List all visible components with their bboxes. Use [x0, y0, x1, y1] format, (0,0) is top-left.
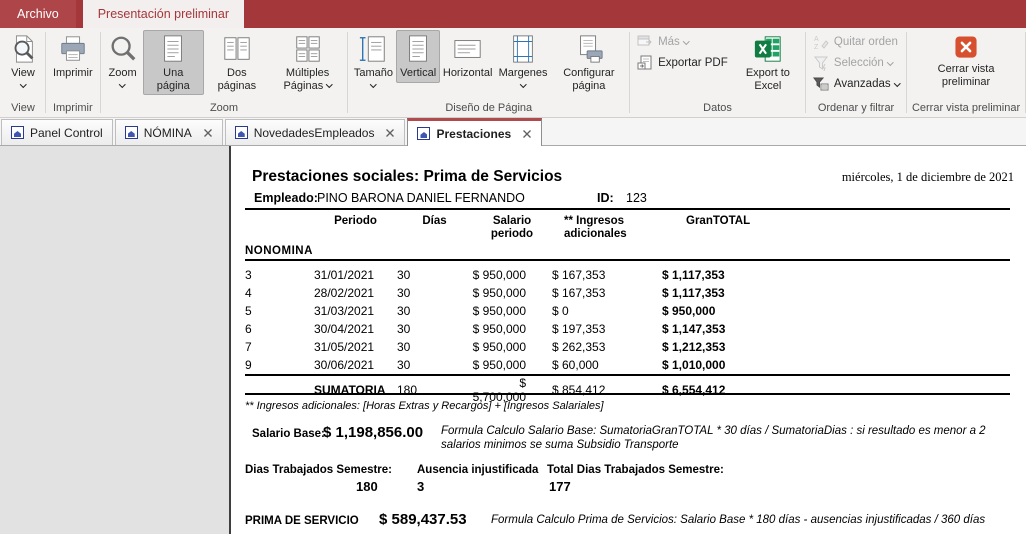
quitar-orden-button: [808, 33, 904, 51]
view-icon: [8, 34, 38, 64]
chevron-down-icon: [683, 38, 689, 44]
id-label: ID:: [597, 191, 614, 205]
chevron-down-icon: [119, 81, 125, 87]
id-value: 123: [626, 191, 647, 205]
table-sum-cell: SUMATORIA: [314, 383, 386, 397]
table-row: [245, 284, 1010, 302]
report-icon: [417, 127, 430, 140]
doctab-panel-control[interactable]: [1, 119, 113, 145]
doctab-novedades-empleados[interactable]: [225, 119, 406, 145]
tab-archivo-label: Archivo: [17, 7, 59, 21]
prima-label: PRIMA DE SERVICIO: [245, 515, 359, 527]
table-cell: $ 950,000: [472, 268, 526, 282]
exportar-pdf-label: Exportar PDF: [658, 57, 728, 69]
ribbon-group-cerrar: [907, 29, 1025, 117]
clear-sort-icon: [813, 34, 829, 50]
report-page[interactable]: [229, 146, 1026, 534]
total-dias-value: 177: [549, 479, 571, 494]
table-cell: $ 0: [552, 304, 569, 318]
exportar-pdf-button[interactable]: [632, 54, 733, 72]
table-cell: $ 167,353: [552, 268, 606, 282]
ausencia-label: Ausencia injustificada: [417, 464, 539, 476]
print-preview-canvas: [0, 146, 1026, 534]
preview-background: [0, 146, 229, 534]
excel-icon: [753, 34, 783, 64]
table-cell: 30/06/2021: [314, 358, 375, 372]
table-group-header: NONOMINA: [245, 243, 1010, 261]
table-cell: $ 1,147,353: [662, 322, 726, 336]
doctab-novedades-empleados-label: NovedadesEmpleados: [253, 125, 375, 140]
table-cell: $ 950,000: [472, 304, 526, 318]
table-sum-cell: $ 5,700,000: [472, 376, 526, 404]
ausencia-value: 3: [417, 479, 425, 494]
doctab-nomina-label: NÓMINA: [143, 125, 192, 140]
multi-pages-icon: [293, 34, 323, 64]
svg-text:A: A: [813, 36, 819, 43]
doctab-prestaciones[interactable]: [407, 118, 542, 146]
table-sum-cell: 180: [397, 383, 418, 397]
dos-paginas-label: Dos páginas: [217, 67, 257, 92]
table-row: [245, 302, 1010, 320]
table-row: [245, 338, 1010, 356]
imprimir-button[interactable]: [48, 30, 98, 83]
table-sum-cell: $ 854,412: [552, 383, 606, 397]
magnifier-icon: [108, 34, 138, 64]
prima-formula: Formula Calculo Prima de Servicios: Salario Base * 180 días - ausencias injustificadas / 360 días: [491, 514, 986, 526]
dos-paginas-button[interactable]: [204, 30, 270, 95]
tab-presentacion-preliminar-label: Presentación preliminar: [97, 7, 229, 21]
chevron-down-icon: [370, 81, 376, 87]
mas-label: Más: [658, 36, 688, 48]
table-cell: 3: [245, 268, 252, 282]
table-cell: 30: [397, 322, 411, 336]
tamano-button[interactable]: [350, 30, 396, 89]
doctab-panel-control-label: Panel Control: [30, 125, 103, 140]
svg-text:Z: Z: [813, 44, 819, 50]
table-cell: $ 1,117,353: [662, 268, 725, 282]
table-cell: $ 950,000: [472, 322, 526, 336]
table-cell: 5: [245, 304, 252, 318]
chevron-down-icon: [894, 80, 900, 86]
table-header-cell: Periodo: [334, 215, 377, 227]
form-icon: [11, 126, 24, 139]
chevron-down-icon: [326, 81, 332, 87]
table-cell: $ 1,212,353: [662, 340, 726, 354]
group-label-ordenar: Ordenar y filtrar: [817, 102, 895, 114]
table-body: [245, 266, 1010, 374]
seleccion-label: Selección: [834, 57, 892, 69]
report-date: miércoles, 1 de diciembre de 2021: [841, 170, 1014, 184]
salario-base-row: [245, 424, 1010, 456]
filter-selection-icon: [813, 55, 829, 71]
zoom-button-label: Zoom: [108, 67, 137, 79]
margenes-button[interactable]: [496, 30, 551, 89]
table-cell: 4: [245, 286, 252, 300]
report-title: Prestaciones sociales: Prima de Servicios: [252, 168, 563, 185]
avanzadas-label: Avanzadas: [834, 78, 899, 90]
landscape-icon: [453, 34, 483, 64]
seleccion-button: [808, 54, 904, 72]
tamano-label: Tamaño: [353, 67, 393, 79]
export-to-excel-button[interactable]: [733, 30, 803, 95]
salario-base-value: $ 1,198,856.00: [323, 424, 424, 441]
zoom-button[interactable]: [103, 30, 143, 89]
quitar-orden-label: Quitar orden: [833, 36, 898, 48]
group-label-diseno: Diseño de Página: [445, 102, 533, 114]
table-cell: $ 950,000: [472, 358, 526, 372]
table-header-row: [245, 210, 1010, 241]
dias-trabajados-row: [245, 464, 1010, 498]
table-cell: 7: [245, 340, 252, 354]
doctab-nomina[interactable]: [115, 119, 223, 145]
ribbon-group-view: [1, 29, 45, 117]
table-header-cell: GranTOTAL: [686, 215, 751, 227]
doctab-prestaciones-label: Prestaciones: [436, 126, 512, 141]
table-cell: $ 1,117,353: [662, 286, 725, 300]
close-tab-icon[interactable]: [203, 128, 213, 138]
view-button-label: View: [11, 67, 35, 79]
dias-trabajados-label: Dias Trabajados Semestre:: [245, 464, 393, 476]
two-pages-icon: [222, 34, 252, 64]
table-cell: 30: [397, 268, 411, 282]
table-header-cell: ** Ingresos adicionales: [564, 215, 627, 240]
report-header: [252, 168, 1014, 208]
one-page-icon: [158, 34, 188, 64]
report-table: [245, 208, 1010, 533]
ribbon-group-imprimir: [46, 29, 100, 117]
empleado-label: Empleado:: [254, 191, 318, 205]
table-cell: 31/01/2021: [314, 268, 375, 282]
table-cell: 30: [397, 358, 411, 372]
table-cell: $ 950,000: [472, 286, 526, 300]
group-label-view: View: [11, 102, 35, 114]
table-cell: 6: [245, 322, 252, 336]
table-cell: $ 1,010,000: [662, 358, 726, 372]
document-tab-bar: [0, 118, 1026, 146]
horizontal-label: Horizontal: [442, 67, 493, 79]
export-pdf-icon: [637, 55, 653, 71]
ribbon: [0, 28, 1026, 118]
table-cell: $ 950,000: [472, 340, 526, 354]
table-sum-cell: $ 6,554,412: [662, 383, 726, 397]
vertical-button[interactable]: [396, 30, 439, 83]
una-pagina-button[interactable]: [143, 30, 204, 95]
vertical-label: Vertical: [400, 67, 437, 79]
configurar-pagina-label: Configurar página: [563, 67, 615, 92]
imprimir-button-label: Imprimir: [52, 67, 93, 79]
group-label-cerrar: Cerrar vista preliminar: [911, 102, 1021, 114]
ribbon-tab-bar: [0, 0, 1026, 28]
form-icon: [125, 126, 138, 139]
table-cell: $ 197,353: [552, 322, 606, 336]
table-cell: 30: [397, 340, 411, 354]
avanzadas-button[interactable]: [808, 75, 904, 93]
view-button[interactable]: [3, 30, 43, 89]
cerrar-vista-preliminar-button[interactable]: [916, 30, 1016, 91]
table-cell: 30: [397, 286, 411, 300]
salario-base-formula: Formula Calculo Salario Base: SumatoriaGranTOTAL * 30 días / SumatoriaDias : si resultado es menor a 2 salarios minimos se suma Subsidio Transporte: [441, 425, 986, 451]
table-cell: 31/05/2021: [314, 340, 375, 354]
chevron-down-icon: [20, 81, 26, 87]
table-header-cell: Días: [422, 215, 447, 227]
table-cell: 30/04/2021: [314, 322, 375, 336]
prima-value: $ 589,437.53: [379, 511, 467, 528]
table-cell: 30: [397, 304, 411, 318]
chevron-down-icon: [887, 59, 893, 65]
export-to-excel-label: Export to Excel: [745, 67, 790, 92]
advanced-filter-icon: [813, 76, 829, 92]
table-row: [245, 266, 1010, 284]
table-cell: $ 262,353: [552, 340, 606, 354]
horizontal-button[interactable]: [440, 30, 496, 83]
form-icon: [235, 126, 248, 139]
multiples-paginas-button[interactable]: [270, 30, 346, 95]
table-sum-row: [245, 374, 1010, 404]
table-header-cell: [245, 215, 314, 241]
close-preview-icon: [953, 34, 979, 60]
tab-archivo[interactable]: [0, 0, 76, 28]
table-cell: 31/03/2021: [314, 304, 375, 318]
dias-trabajados-value: 180: [356, 479, 378, 494]
table-cell: $ 60,000: [552, 358, 599, 372]
table-cell: 9: [245, 358, 252, 372]
close-tab-icon[interactable]: [522, 129, 532, 139]
table-cell: $ 950,000: [662, 304, 716, 318]
printer-icon: [58, 34, 88, 64]
more-data-icon: [637, 34, 653, 50]
mas-button: [632, 33, 733, 51]
table-row: [245, 356, 1010, 374]
multiples-paginas-label: Múltiples Páginas: [275, 67, 341, 92]
cerrar-vista-preliminar-label: Cerrar vista preliminar: [937, 63, 995, 88]
empleado-value: PINO BARONA DANIEL FERNANDO: [317, 191, 525, 205]
ribbon-group-datos: [630, 29, 805, 117]
ribbon-group-zoom: [101, 29, 348, 117]
table-header-cell: Salario periodo: [490, 215, 534, 240]
total-dias-label: Total Dias Trabajados Semestre:: [547, 464, 724, 476]
portrait-icon: [403, 34, 433, 64]
salario-base-label: Salario Base:: [252, 428, 325, 440]
page-size-icon: [358, 34, 388, 64]
configurar-pagina-button[interactable]: [551, 30, 627, 95]
table-cell: $ 167,353: [552, 286, 606, 300]
group-label-datos: Datos: [703, 102, 732, 114]
una-pagina-label: Una página: [156, 67, 190, 92]
page-setup-icon: [574, 34, 604, 64]
ribbon-group-ordenar: [806, 29, 906, 117]
table-cell: 28/02/2021: [314, 286, 375, 300]
prima-servicio-row: [245, 511, 1010, 533]
tab-presentacion-preliminar[interactable]: [83, 0, 244, 28]
margenes-label: Margenes: [498, 67, 548, 79]
margins-icon: [508, 34, 538, 64]
ribbon-group-diseno: [348, 29, 629, 117]
table-row: [245, 320, 1010, 338]
chevron-down-icon: [520, 81, 526, 87]
close-tab-icon[interactable]: [385, 128, 395, 138]
group-label-zoom: Zoom: [209, 102, 239, 114]
table-footnote: ** Ingresos adicionales: [Horas Extras y Recargos] + [Ingresos Salariales]: [245, 400, 604, 412]
group-label-imprimir: Imprimir: [52, 102, 93, 114]
